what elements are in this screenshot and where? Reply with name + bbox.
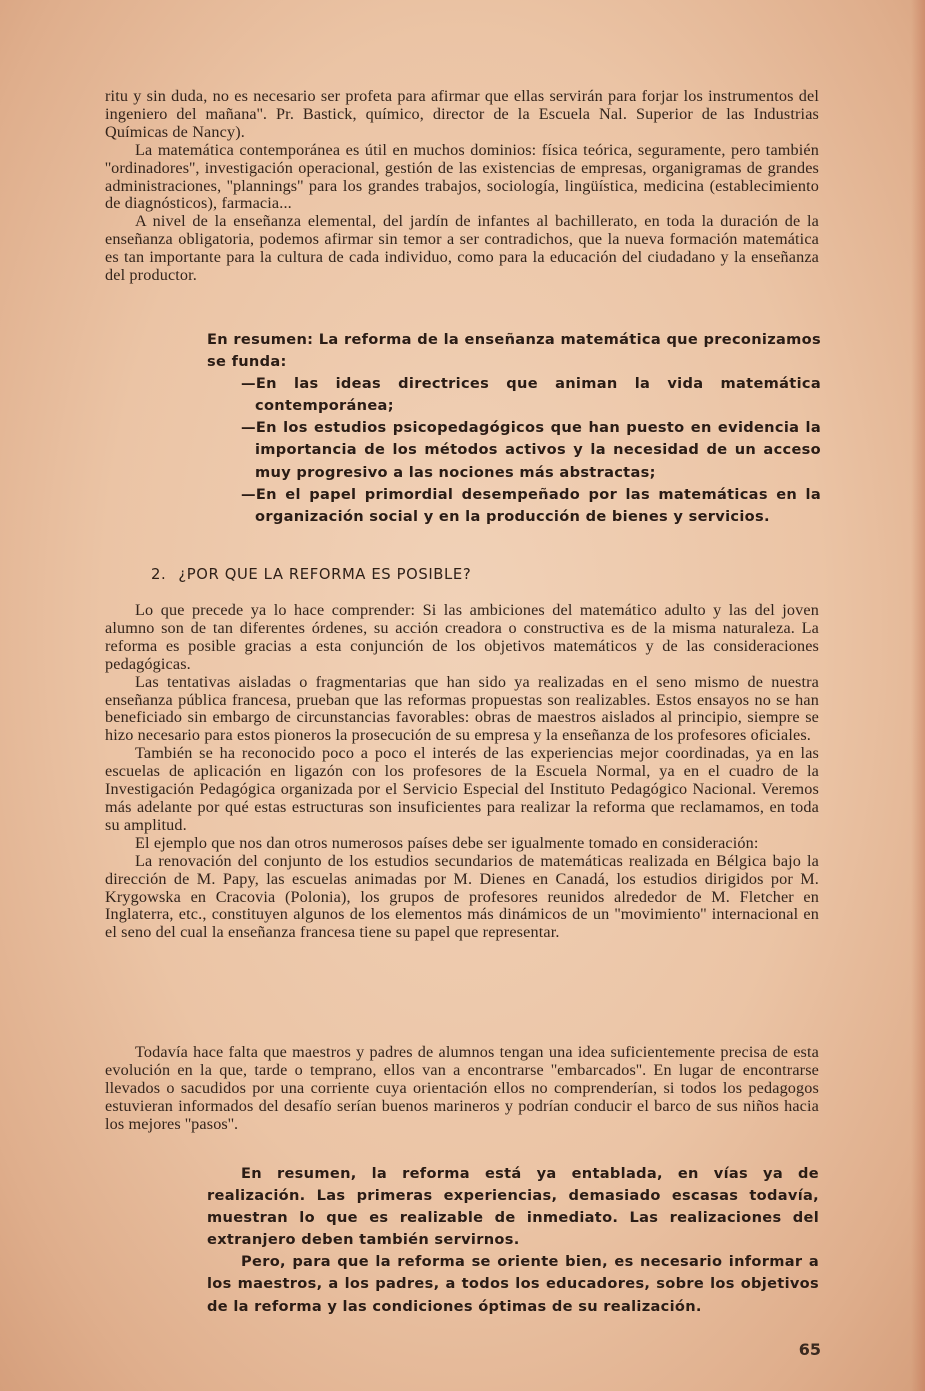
section-heading — [151, 566, 483, 583]
summary-item-text: —En los estudios psicopedagógicos que han puesto en evidencia la importancia de los métodos activos y la necesidad de un acceso muy progresivo a las nociones más abstractas; — [241, 419, 821, 481]
summary-paragraph: En resumen, la reforma está ya entablada, en vías ya de realización. Las primeras experiencias, demasiado escasas todavía, muestran lo que es realizable de inmediato. Las realizaciones del extranjero deben también servirnos. — [207, 1165, 819, 1249]
summary-block-1 — [207, 329, 821, 528]
paragraph: El ejemplo que nos dan otros numerosos países debe ser igualmente tomado en consideración: — [135, 833, 759, 852]
summary-item-text: —En las ideas directrices que animan la vida matemática contemporánea; — [241, 375, 821, 415]
section-number: 2. — [151, 566, 167, 583]
summary-intro: En resumen: La reforma de la enseñanza matemática que preconizamos se funda: — [207, 331, 821, 371]
paragraph: Las tentativas aisladas o fragmentarias que han sido ya realizadas en el seno mismo de nuestra enseñanza pública francesa, prueban que las reformas propuestas son realizables. Estos ensayos no se han beneficiado sin embargo de circunstancias favorables: obras de maestros aislados al principio, siempre se hizo necesario para estos pioneros la prosecución de su empresa y la enseñanza de los profesores oficiales. — [105, 672, 819, 745]
paragraph: También se ha reconocido poco a poco el interés de las experiencias mejor coordinadas, ya en las escuelas de aplicación en ligazón con los profesores de la Escuela Normal, ya en el cuadro de la Investigación Pedagógica organizada por el Servicio Especial del Instituto Pedagógico Nacional. Veremos más adelante por qué estas estructuras son insuficientes para realizar la reforma que reclamamos, en toda su amplitud. — [105, 744, 819, 834]
paragraph-elementary-level: A nivel de la enseñanza elemental, del jardín de infantes al bachillerato, en toda la duración de la enseñanza obligatoria, podemos afirmar sin temor a ser contradichos, que la nueva formación matemática es tan importante para la cultura de cada individuo, como para la educación del ciudadano y la enseñanza del productor. — [105, 212, 819, 285]
page-number: 65 — [798, 1340, 821, 1359]
paragraph: La renovación del conjunto de los estudios secundarios de matemáticas realizada en Bélgica bajo la dirección de M. Papy, las escuelas animadas por M. Dienes en Canadá, los estudios dirigidos por M. Krygowska en Cracovia (Polonia), los grupos de profesores reunidos alrededor de M. Fletcher en Inglaterra, etc., constituyen algunos de los elementos más dinámicos de un ''movimiento'' internacional en el seno del cual la enseñanza francesa tiene su papel que representar. — [105, 851, 819, 942]
paragraph-continuation: ritu y sin duda, no es necesario ser profeta para afirmar que ellas servirán para forjar los instrumentos del ingeniero del mañana''. Pr. Bastick, químico, director de la Escuela Nal. Superior de las Industrias Químicas de Nancy). — [105, 87, 819, 141]
closing-text-block — [105, 1044, 819, 1134]
summary-block-2 — [207, 1163, 819, 1318]
paragraph-mathematics-uses: La matemática contemporánea es útil en muchos dominios: física teórica, seguramente, pero también ''ordinadores'', investigación operacional, gestión de las existencias de empresas, organigramas de grandes administraciones, ''plannings'' para los grandes trabajos, sociología, lingüística, medicina (establecimiento de diagnósticos), farmacia... — [105, 140, 819, 213]
summary-item — [241, 417, 821, 483]
summary-paragraph: Pero, para que la reforma se oriente bien, es necesario informar a los maestros, a los padres, a todos los educadores, sobre los objetivos de la reforma y las condiciones óptimas de su realización. — [207, 1253, 819, 1315]
top-text-block — [105, 88, 819, 285]
summary-item — [241, 484, 821, 528]
paragraph-closing: Todavía hace falta que maestros y padres de alumnos tengan una idea suficientemente precisa de esta evolución en la que, tarde o temprano, ellos van a encontrarse ''embarcados''. En lugar de encontrarse llevados o sacudidos por una corriente cuya orientación ellos no comprenderían, si todos los pedagogos estuvieran informados del desafío serían buenos marineros y podrían conducir el barco de sus niños hacia los mejores ''pasos''. — [105, 1043, 819, 1133]
paragraph: Lo que precede ya lo hace comprender: Si las ambiciones del matemático adulto y las del joven alumno son de tan diferentes órdenes, su acción creadora o constructiva es de la misma naturaleza. La reforma es posible gracias a esta conjunción de los objetivos matemáticos y de las consideraciones pedagógicas. — [105, 601, 819, 673]
summary-item-text: —En el papel primordial desempeñado por las matemáticas en la organización social y en la producción de bienes y servicios. — [241, 485, 821, 525]
summary-item — [241, 373, 821, 417]
section-text-block — [105, 602, 819, 942]
section-title-text: ¿POR QUE LA REFORMA ES POSIBLE? — [178, 566, 472, 583]
